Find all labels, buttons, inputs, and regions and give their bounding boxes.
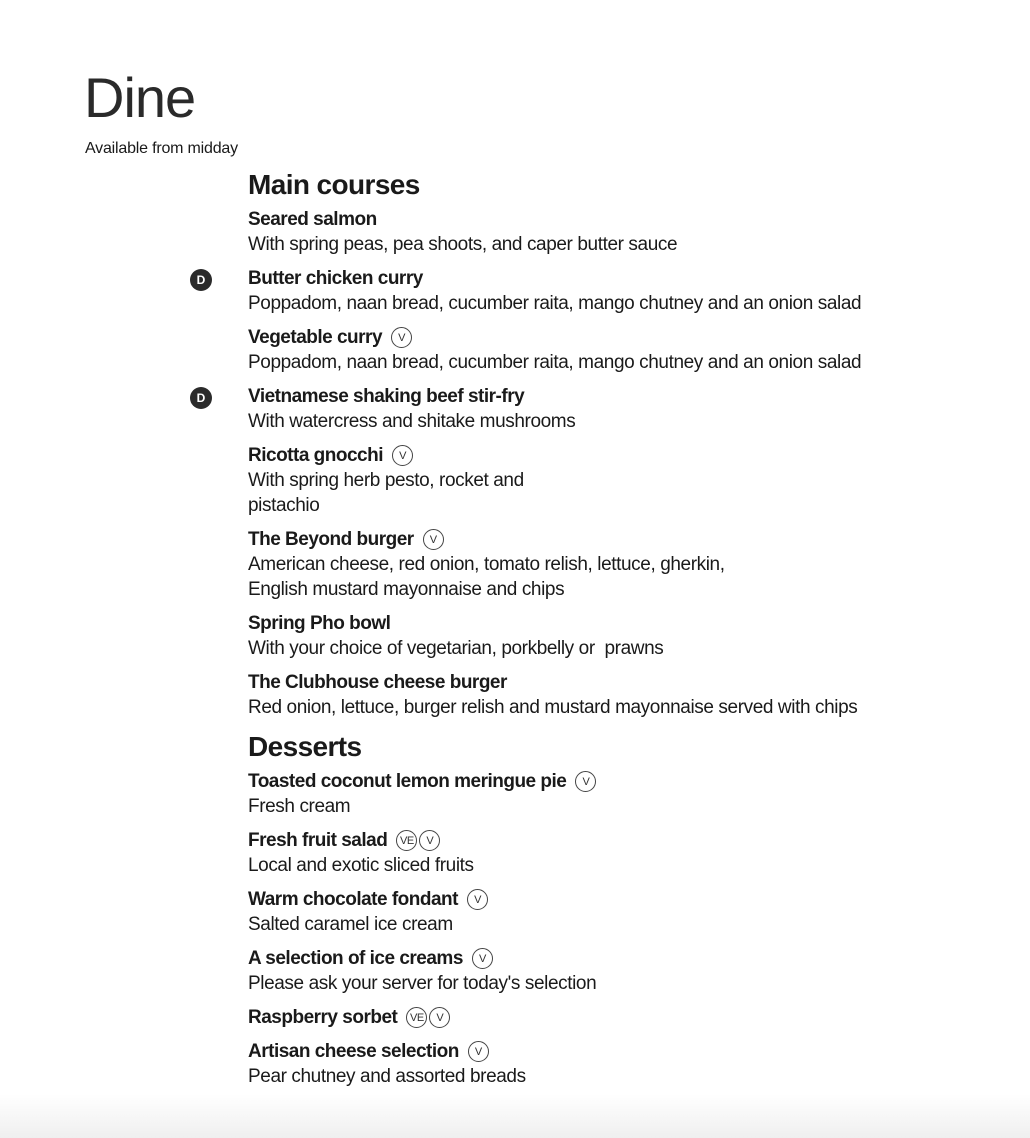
vegetarian-badge-icon: V	[467, 889, 488, 910]
menu-item	[248, 207, 988, 257]
item-name: Warm chocolate fondant	[248, 888, 458, 910]
item-description: Fresh cream	[248, 796, 351, 817]
item-name: Raspberry sorbet	[248, 1006, 398, 1028]
menu-item	[248, 325, 988, 375]
item-name: Butter chicken curry	[248, 267, 423, 289]
item-description: With your choice of vegetarian, porkbelly or prawns	[248, 638, 664, 659]
item-description: Red onion, lettuce, burger relish and mustard mayonnaise served with chips	[248, 697, 858, 718]
item-description: Local and exotic sliced fruits	[248, 855, 474, 876]
item-name: Vegetable curry	[248, 326, 383, 348]
menu-item	[248, 670, 988, 720]
item-description: Pear chutney and assorted breads	[248, 1066, 526, 1087]
menu-item	[248, 887, 988, 937]
vegetarian-badge-icon: V	[391, 327, 412, 348]
vegan-badge-icon: VE	[396, 830, 417, 851]
item-description: With watercress and shitake mushrooms	[248, 411, 576, 432]
item-description: Salted caramel ice cream	[248, 914, 453, 935]
item-name: Vietnamese shaking beef stir-fry	[248, 385, 525, 407]
menu-content	[196, 167, 988, 1098]
section-title-main-courses: Main courses	[248, 169, 420, 200]
item-description: Poppadom, naan bread, cucumber raita, mango chutney and an onion salad	[248, 352, 862, 373]
vegetarian-badge-icon: V	[429, 1007, 450, 1028]
vegetarian-badge-icon: V	[419, 830, 440, 851]
item-name: The Beyond burger	[248, 528, 414, 550]
item-name: Ricotta gnocchi	[248, 444, 384, 466]
page-subtitle: Available from midday	[85, 140, 238, 157]
menu-item	[248, 1039, 988, 1089]
dietary-marker-icon: D	[190, 387, 212, 409]
vegetarian-badge-icon: V	[575, 771, 596, 792]
menu-item	[196, 266, 988, 316]
item-description-line: American cheese, red onion, tomato relish, lettuce, gherkin,	[248, 554, 725, 575]
item-name: The Clubhouse cheese burger	[248, 671, 507, 693]
item-name: Seared salmon	[248, 208, 377, 230]
vegetarian-badge-icon: V	[392, 445, 413, 466]
item-name: Toasted coconut lemon meringue pie	[248, 770, 567, 792]
vegan-badge-icon: VE	[406, 1007, 427, 1028]
item-name: Fresh fruit salad	[248, 829, 388, 851]
page-title: Dine	[84, 66, 196, 129]
item-description: Please ask your server for today's selection	[248, 973, 597, 994]
item-description-line: pistachio	[248, 495, 320, 516]
menu-item	[196, 384, 988, 434]
item-name: A selection of ice creams	[248, 947, 463, 969]
menu-item	[248, 1005, 988, 1030]
section-title-desserts: Desserts	[248, 731, 362, 762]
item-description-line: English mustard mayonnaise and chips	[248, 579, 565, 600]
item-name: Spring Pho bowl	[248, 612, 391, 634]
vegetarian-badge-icon: V	[472, 948, 493, 969]
menu-item	[248, 769, 988, 819]
bottom-fade	[0, 1094, 1030, 1138]
item-description: Poppadom, naan bread, cucumber raita, mango chutney and an onion salad	[248, 293, 862, 314]
item-description: With spring peas, pea shoots, and caper butter sauce	[248, 234, 678, 255]
vegetarian-badge-icon: V	[468, 1041, 489, 1062]
dietary-marker-icon: D	[190, 269, 212, 291]
item-description-line: With spring herb pesto, rocket and	[248, 470, 524, 491]
menu-item	[248, 946, 988, 996]
menu-item	[248, 611, 988, 661]
vegetarian-badge-icon: V	[423, 529, 444, 550]
menu-item	[248, 527, 988, 602]
menu-item	[248, 828, 988, 878]
item-name: Artisan cheese selection	[248, 1040, 459, 1062]
menu-item	[248, 443, 988, 518]
